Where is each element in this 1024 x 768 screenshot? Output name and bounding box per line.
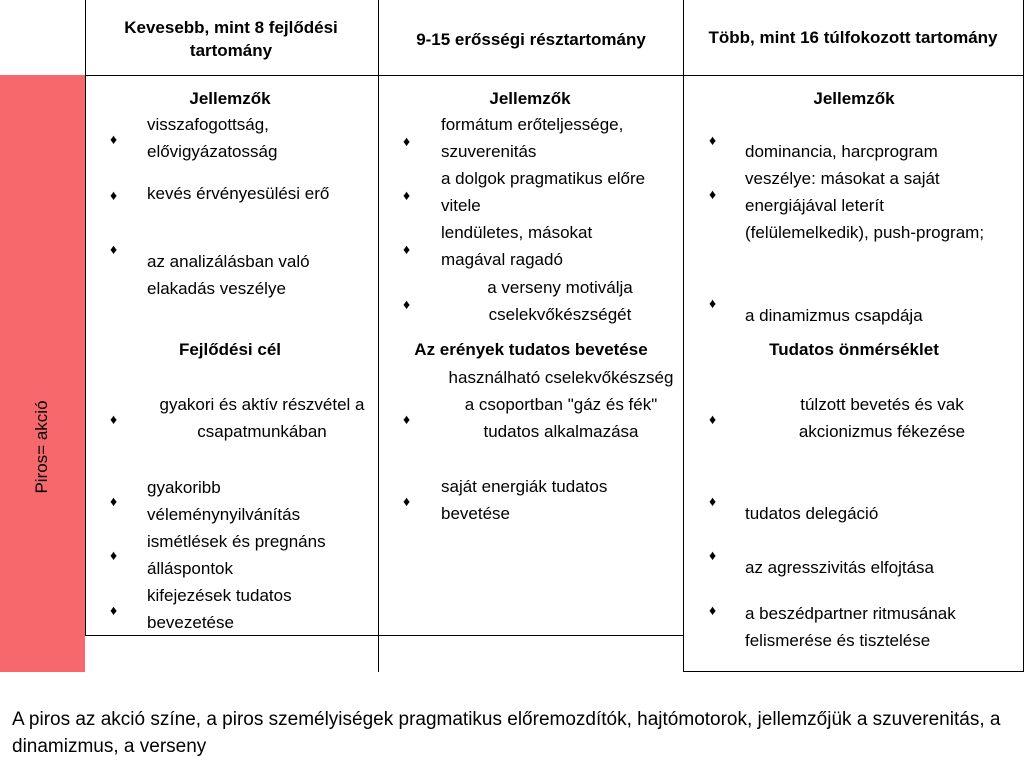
column-header-low: Kevesebb, mint 8 fejlődési tartomány xyxy=(124,18,338,60)
list-item: formátum erőteljessége, szuverenitás xyxy=(441,115,624,161)
bullet-icon: ♦ xyxy=(709,411,717,427)
list-item: visszafogottság, elővigyázatosság xyxy=(147,115,278,161)
list-item: a beszédpartner ritmusának felismerése és tisztelése xyxy=(745,604,956,650)
bullet-icon: ♦ xyxy=(709,602,717,618)
section-title-virtues: Az erények tudatos bevetése xyxy=(414,340,648,359)
list-item: az agresszivitás elfojtása xyxy=(745,558,934,577)
bullet-icon: ♦ xyxy=(403,296,411,312)
section-title-characteristics: Jellemzők xyxy=(813,89,895,108)
side-band xyxy=(0,75,85,672)
grid-line xyxy=(683,0,684,672)
section-title-characteristics: Jellemzők xyxy=(189,89,271,108)
bullet-icon: ♦ xyxy=(110,547,118,563)
bullet-icon: ♦ xyxy=(110,187,118,203)
list-item: gyakoribb véleménynyilvánítás xyxy=(147,478,301,524)
bullet-icon: ♦ xyxy=(709,295,717,311)
bullet-icon: ♦ xyxy=(709,186,717,202)
list-item: a verseny motiválja cselekvőkészségét xyxy=(487,278,633,324)
list-item: használható cselekvőkészség a csoportban "gáz és fék" tudatos alkalmazása xyxy=(448,368,674,441)
section-title-goal: Fejlődési cél xyxy=(178,340,282,359)
bullet-icon: ♦ xyxy=(403,133,411,149)
bullet-icon: ♦ xyxy=(709,547,717,563)
list-item: lendületes, másokat magával ragadó xyxy=(441,223,593,269)
list-item: dominancia, harcprogram veszélye: másokat a saját energiájával leterít (felülemelkedik), push-program; xyxy=(745,142,985,242)
list-item: az analizálásban való elakadás veszélye xyxy=(147,252,310,298)
grid-line xyxy=(85,75,1024,76)
column-header-high: Több, mint 16 túlfokozott tartomány xyxy=(708,27,998,47)
column-header-mid: 9-15 erősségi résztartomány xyxy=(416,29,646,49)
grid-line xyxy=(683,671,1024,672)
list-item: kevés érvényesülési erő xyxy=(147,184,330,203)
list-item: a dolgok pragmatikus előre vitele xyxy=(441,169,646,215)
caption: A piros az akció színe, a piros személyiségek pragmatikus előremozdítók, hajtómotorok, jellemzőjük a szuverenitás, a dinamizmus, a verseny xyxy=(12,709,1001,757)
list-item: a dinamizmus csapdája xyxy=(745,306,923,325)
bullet-icon: ♦ xyxy=(110,493,118,509)
bullet-icon: ♦ xyxy=(403,411,411,427)
bullet-icon: ♦ xyxy=(110,241,118,257)
bullet-icon: ♦ xyxy=(110,131,118,147)
list-item: kifejezések tudatos bevezetése xyxy=(147,586,292,632)
section-title-characteristics: Jellemzők xyxy=(489,89,571,108)
grid-line xyxy=(378,0,379,672)
bullet-icon: ♦ xyxy=(709,132,717,148)
list-item: gyakori és aktív részvétel a csapatmunkában xyxy=(159,395,365,441)
bullet-icon: ♦ xyxy=(403,187,411,203)
side-label: Piros= akció xyxy=(32,400,51,494)
list-item: tudatos delegáció xyxy=(745,504,879,523)
list-item: saját energiák tudatos bevetése xyxy=(441,477,608,523)
bullet-icon: ♦ xyxy=(110,411,118,427)
bullet-icon: ♦ xyxy=(403,241,411,257)
section-title-self-restraint: Tudatos önmérséklet xyxy=(769,340,939,359)
bullet-icon: ♦ xyxy=(403,493,411,509)
list-item: ismétlések és pregnáns álláspontok xyxy=(147,532,326,578)
grid-line xyxy=(85,0,86,635)
bullet-icon: ♦ xyxy=(110,602,118,618)
list-item: túlzott bevetés és vak akcionizmus fékezése xyxy=(798,395,966,441)
bullet-icon: ♦ xyxy=(709,493,717,509)
